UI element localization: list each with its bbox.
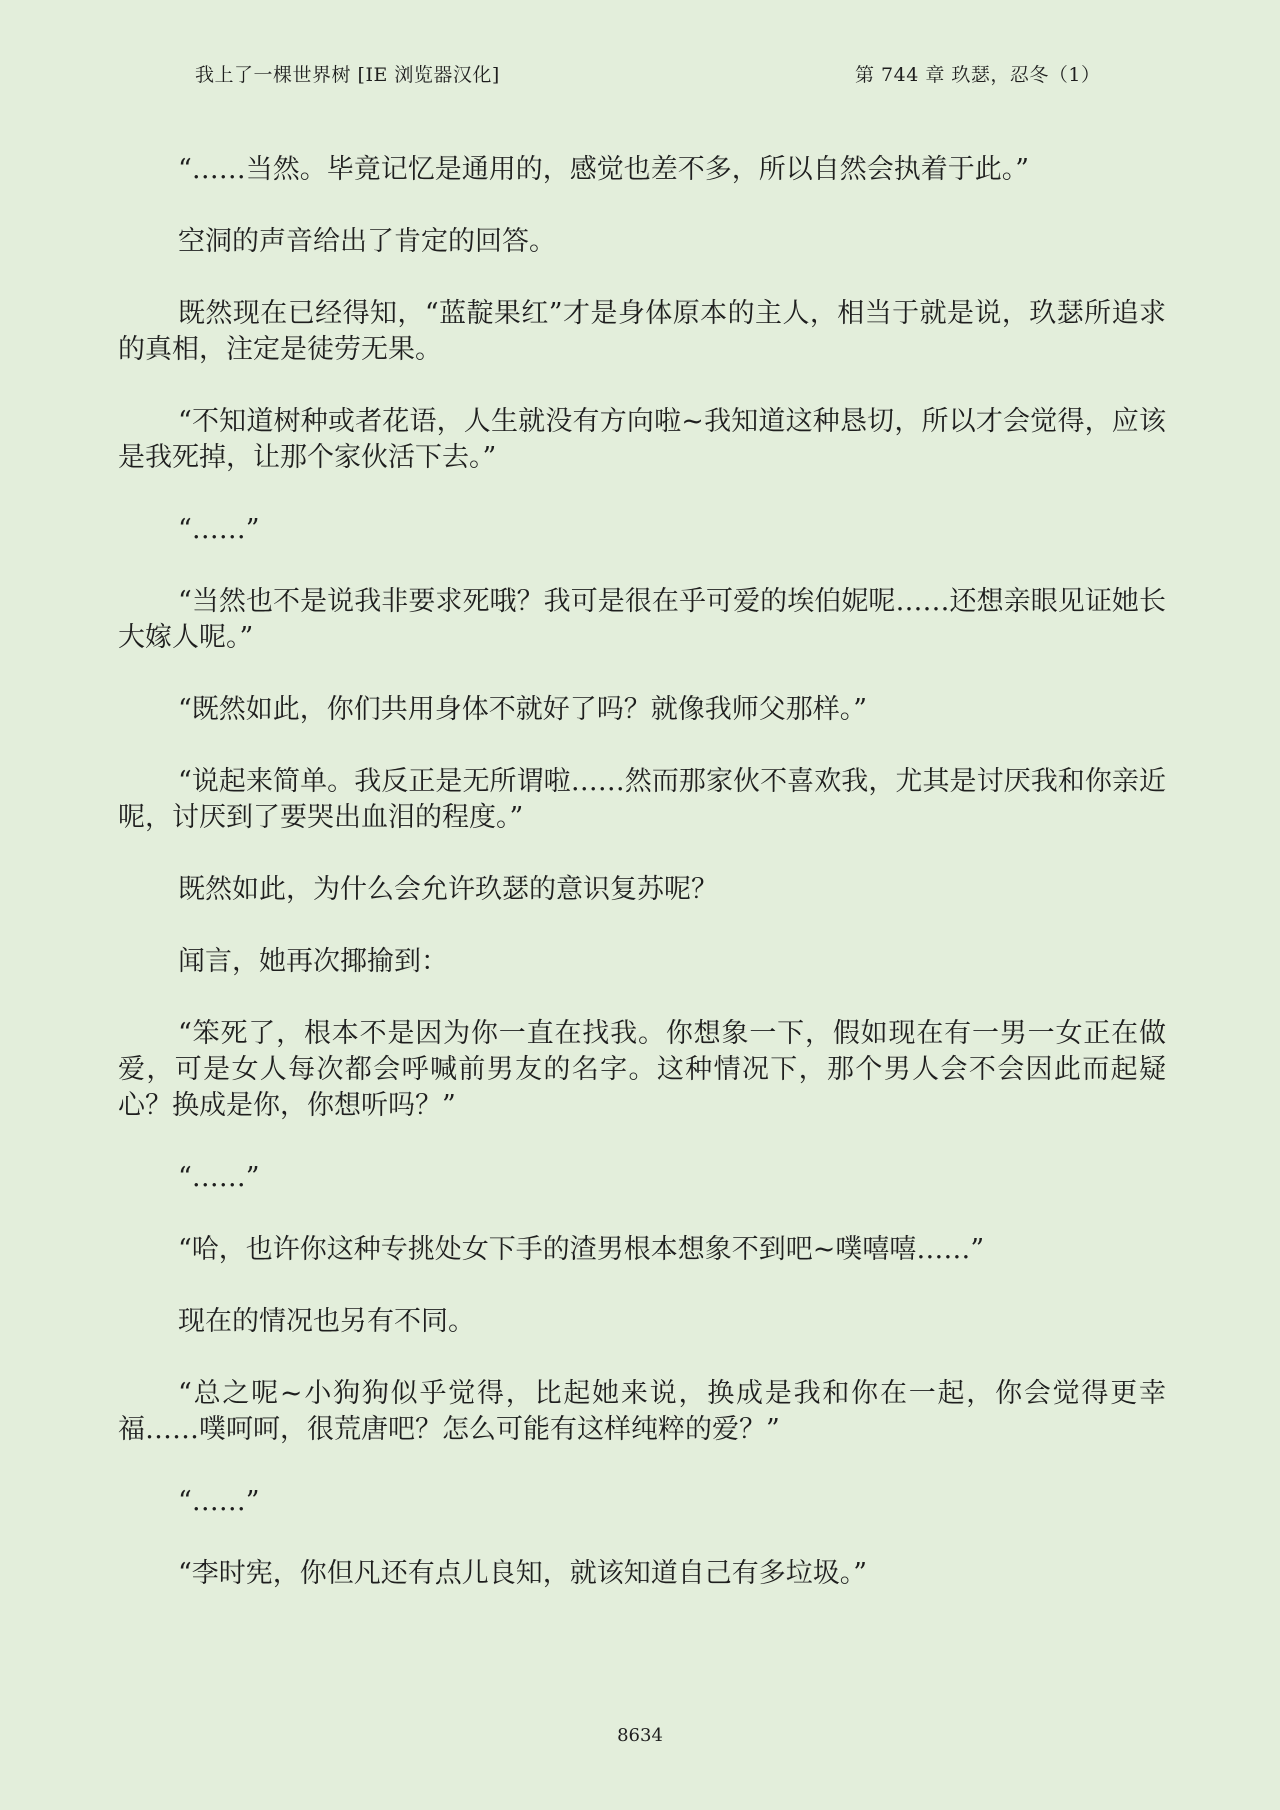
paragraph: “……” — [178, 514, 260, 545]
chapter-title: 第 744 章 玖瑟，忍冬（1） — [855, 64, 1101, 86]
paragraph: 既然现在已经得知，“蓝靛果红”才是身体原本的主人，相当于就是说，玖瑟所追求的真相，注定是徒劳无果。 — [118, 298, 1166, 365]
paragraph: “李时宪，你但凡还有点儿良知，就该知道自己有多垃圾。” — [178, 1558, 868, 1589]
paragraph: “总之呢~小狗狗似乎觉得，比起她来说，换成是我和你在一起，你会觉得更幸福……噗呵呵，很荒唐吧？怎么可能有这样纯粹的爱？” — [118, 1378, 1166, 1445]
paragraph: “当然也不是说我非要求死哦？我可是很在乎可爱的埃伯妮呢……还想亲眼见证她长大嫁人呢。” — [118, 586, 1166, 653]
paragraph: “哈，也许你这种专挑处女下手的渣男根本想象不到吧~噗嘻嘻……” — [178, 1234, 985, 1265]
page-number: 8634 — [617, 1725, 663, 1746]
paragraph: “……当然。毕竟记忆是通用的，感觉也差不多，所以自然会执着于此。” — [178, 154, 1030, 185]
paragraph: “既然如此，你们共用身体不就好了吗？就像我师父那样。” — [178, 694, 868, 725]
book-title: 我上了一棵世界树 [IE 浏览器汉化] — [195, 64, 500, 86]
chapter-body — [118, 152, 1166, 1628]
paragraph: “笨死了，根本不是因为你一直在找我。你想象一下，假如现在有一男一女正在做爱，可是女人每次都会呼喊前男友的名字。这种情况下，那个男人会不会因此而起疑心？换成是你，你想听吗？” — [118, 1018, 1166, 1121]
paragraph: “……” — [178, 1486, 260, 1517]
paragraph: “不知道树种或者花语，人生就没有方向啦~我知道这种恳切，所以才会觉得，应该是我死掉，让那个家伙活下去。” — [118, 406, 1166, 473]
paragraph: 闻言，她再次揶揄到： — [178, 946, 448, 977]
paragraph: “说起来简单。我反正是无所谓啦……然而那家伙不喜欢我，尤其是讨厌我和你亲近呢，讨厌到了要哭出血泪的程度。” — [118, 766, 1166, 833]
paragraph: “……” — [178, 1162, 260, 1193]
paragraph: 空洞的声音给出了肯定的回答。 — [178, 226, 556, 257]
paragraph: 既然如此，为什么会允许玖瑟的意识复苏呢？ — [178, 874, 718, 905]
paragraph: 现在的情况也另有不同。 — [178, 1306, 475, 1337]
